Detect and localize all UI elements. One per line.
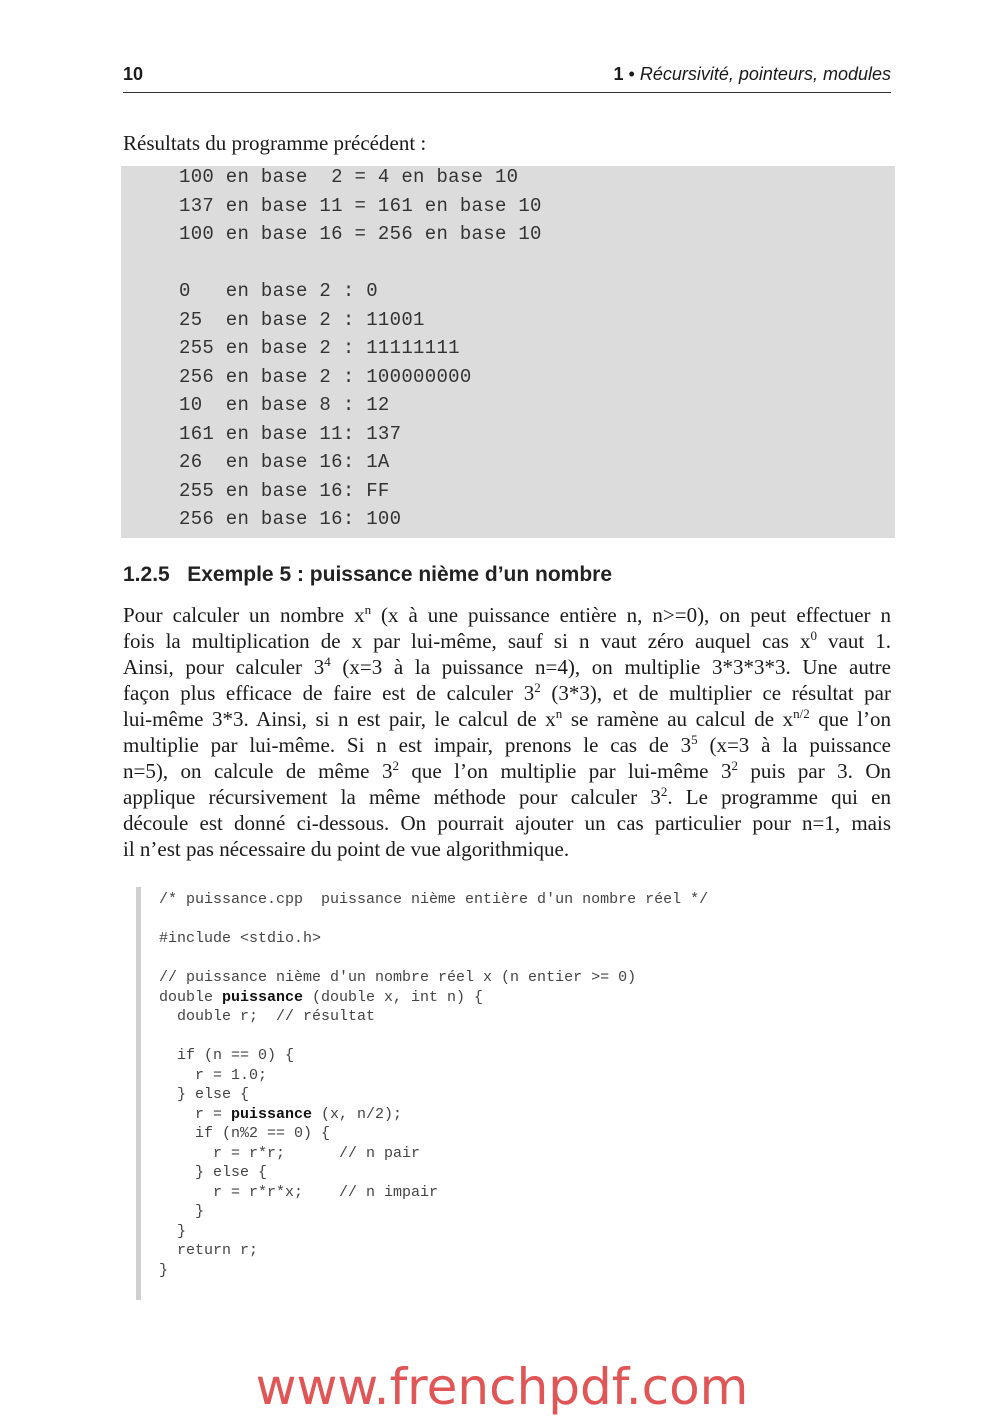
code-line: #include <stdio.h> (159, 930, 322, 947)
program-output-box (121, 166, 895, 538)
paragraph-line: il n’est pas nécessaire du point de vue algorithmique. (123, 837, 570, 861)
output-line: 10 en base 8 : 12 (179, 394, 390, 416)
paragraph-line: applique récursivement la même méthode pour calculer $3^2$. Le programme qui en (123, 784, 891, 809)
output-line: 137 en base 11 = 161 en base 10 (179, 194, 542, 217)
paragraph-line: lui-même 3*3. Ainsi, si n est pair, le calcul de $x^n$ se ramène au calcul de $x^{n/2}$ que l’on (123, 706, 891, 731)
bullet: • (628, 64, 635, 84)
code-line: if (n == 0) { (159, 1047, 295, 1064)
code-block-bar (136, 887, 141, 1300)
output-line: 256 en base 16: 100 (179, 508, 402, 530)
output-line: 100 en base 2 = 4 en base 10 (179, 166, 519, 188)
code-line: return r; (159, 1242, 259, 1259)
paragraph-line: Pour calculer un nombre $x^n$ (x à une puissance entière n, n>=0), on peut effectuer n (123, 602, 891, 627)
paragraph-line: Ainsi, pour calculer $3^4$ (x=3 à la puissance n=4), on multiplie 3*3*3*3. Une autre (123, 654, 891, 679)
code-line: } else { (159, 1164, 268, 1181)
code-line: r = r*r; // n pair (159, 1144, 421, 1162)
code-line: double r; // résultat (159, 1008, 376, 1025)
output-line: 26 en base 16: 1A (179, 451, 390, 473)
code-line: /* puissance.cpp puissance nième entière d'un nombre réel */ (159, 891, 709, 908)
code-line: } (159, 1203, 205, 1220)
chapter-number: 1 (613, 64, 624, 84)
section-title: Exemple 5 : puissance nième d’un nombre (187, 563, 613, 586)
paragraph-line: fois la multiplication de x par lui-même, sauf si n vaut zéro auquel cas $x^0$ vaut 1. (123, 628, 892, 653)
results-intro: Résultats du programme précédent : (123, 131, 427, 155)
paragraph-line: découle est donné ci-dessous. On pourrait ajouter un cas particulier pour n=1, mais (123, 811, 891, 835)
paragraph-line: façon plus efficace de faire est de calculer $3^2$ (3*3), et de multiplier ce résultat par (123, 680, 891, 705)
output-line: 161 en base 11: 137 (179, 422, 402, 445)
code-line: } else { (159, 1086, 250, 1103)
code-line: } (159, 1222, 187, 1240)
paragraph-line: multiplie par lui-même. Si n est impair, prenons le cas de $3^5$ (x=3 à la puissance (123, 732, 891, 757)
running-head (614, 64, 891, 85)
chapter-title: Récursivité, pointeurs, modules (639, 64, 891, 84)
code-line: } (159, 1261, 169, 1279)
running-header (123, 62, 891, 93)
section-number: 1.2.5 (123, 563, 170, 586)
output-line: 25 en base 2 : 11001 (179, 308, 425, 331)
function-name: puissance (231, 1105, 313, 1123)
code-line: if (n%2 == 0) { (159, 1125, 331, 1142)
code-line: r = puissance (x, n/2); (159, 1105, 403, 1123)
paragraph-line: n=5), on calcule de même $3^2$ que l’on multiplie par lui-même $3^2$ puis par 3. On (123, 758, 892, 783)
output-line: 256 en base 2 : 100000000 (179, 365, 472, 388)
watermark-url: www.frenchpdf.com (255, 1358, 749, 1416)
code-line: r = 1.0; (159, 1066, 268, 1084)
output-line: 255 en base 2 : 11111111 (179, 337, 460, 359)
code-line: r = r*r*x; // n impair (159, 1183, 439, 1201)
function-name: puissance (222, 988, 304, 1006)
output-line: 0 en base 2 : 0 (179, 280, 378, 302)
section-heading (123, 563, 612, 587)
output-line: 255 en base 16: FF (179, 479, 390, 502)
code-line: double puissance (double x, int n) { (159, 988, 484, 1006)
code-line: // puissance nième d'un nombre réel x (n entier >= 0) (159, 969, 637, 986)
output-line: 100 en base 16 = 256 en base 10 (179, 223, 542, 245)
page-number: 10 (123, 64, 144, 84)
